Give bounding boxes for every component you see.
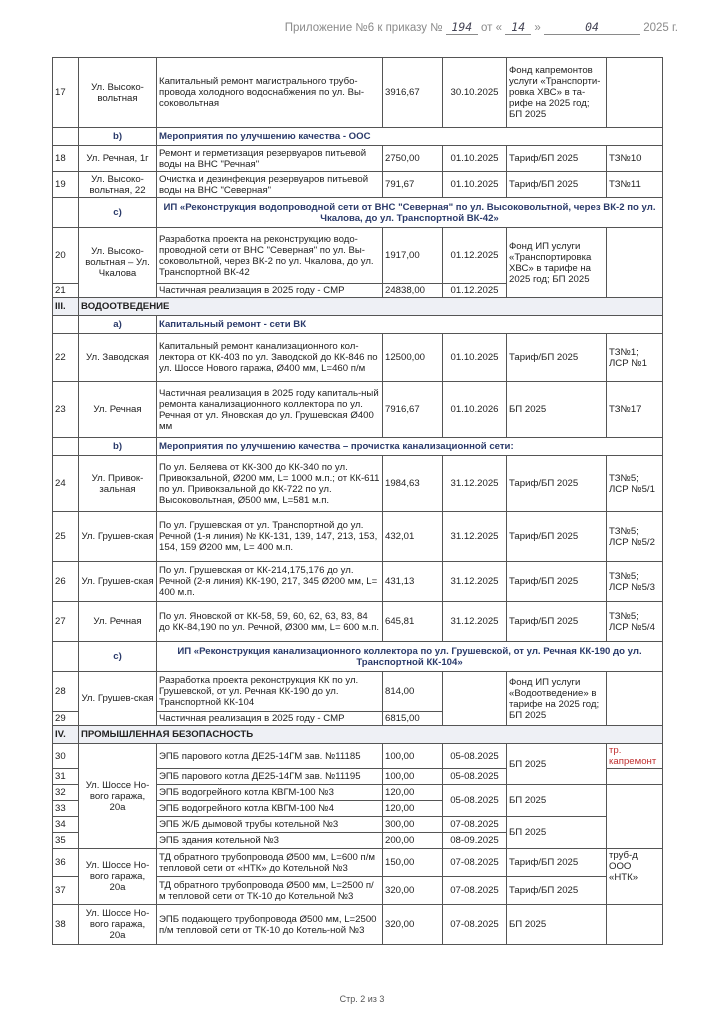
row-number: 33 <box>53 801 79 817</box>
row-number: 18 <box>53 146 79 172</box>
row-date: 05-08.2025 <box>443 785 507 817</box>
section-number: III. <box>53 298 79 316</box>
row-source: Фонд ИП услуги «Транспортировка ХВС» в тарифе на 2025 год; БП 2025 <box>507 228 607 298</box>
row-date: 07-08.2025 <box>443 849 507 877</box>
row-source: Тариф/БП 2025 <box>507 877 607 905</box>
row-date: 07-08.2025 <box>443 877 507 905</box>
row-number: 30 <box>53 744 79 769</box>
row-description: Разработка проекта реконструкция КК по ул. Грушевской, от ул. Речная КК-190 до ул. Транспортной КК-104 <box>157 672 383 712</box>
table-row <box>53 849 663 877</box>
row-sum: 300,00 <box>383 817 443 833</box>
row-address: Ул. Речная <box>79 602 157 642</box>
row-source: БП 2025 <box>507 817 607 849</box>
row-note <box>607 228 663 298</box>
row-date: 31.12.2025 <box>443 602 507 642</box>
order-number: 194 <box>446 20 478 35</box>
row-number: 21 <box>53 284 79 298</box>
row-note: ТЗ№5; ЛСР №5/2 <box>607 512 663 562</box>
row-date: 05-08.2025 <box>443 744 507 769</box>
row-description: ЭПБ здания котельной №3 <box>157 833 383 849</box>
row-description: ЭПБ водогрейного котла КВГМ-100 №3 <box>157 785 383 801</box>
section-row <box>53 726 663 744</box>
row-note <box>607 58 663 128</box>
row-sum: 645,81 <box>383 602 443 642</box>
row-date: 30.10.2025 <box>443 58 507 128</box>
row-sum: 432,01 <box>383 512 443 562</box>
row-date: 01.12.2025 <box>443 228 507 284</box>
row-sum: 120,00 <box>383 801 443 817</box>
row-number: 32 <box>53 785 79 801</box>
row-address: Ул. Высоко-вольтная, 22 <box>79 172 157 198</box>
table-row <box>53 905 663 945</box>
plan-table <box>52 57 663 945</box>
row-number: 35 <box>53 833 79 849</box>
section-row <box>53 298 663 316</box>
table-row <box>53 672 663 712</box>
row-sum: 24838,00 <box>383 284 443 298</box>
row-source: БП 2025 <box>507 785 607 817</box>
subsection-label: c) <box>79 198 157 228</box>
row-source: Тариф/БП 2025 <box>507 849 607 877</box>
row-address: Ул. Заводская <box>79 334 157 382</box>
row-description: ЭПБ парового котла ДЕ25-14ГМ зав. №11185 <box>157 744 383 769</box>
subsection-label: a) <box>79 316 157 334</box>
row-note <box>607 672 663 726</box>
row-source: Тариф/БП 2025 <box>507 172 607 198</box>
document-header <box>285 20 678 35</box>
subsection-label: b) <box>79 438 157 456</box>
row-note: ТЗ№17 <box>607 382 663 438</box>
table-row <box>53 602 663 642</box>
row-description: По ул. Грушевская от КК-214,175,176 до ул. Речной (2-я линия) КК-190, 217, 345 Ø200 мм, L= 400 м.п. <box>157 562 383 602</box>
table-row <box>53 382 663 438</box>
row-description: По ул. Грушевская от ул. Транспортной до ул. Речной (1-я линия) № КК-131, 139, 147, 213, 153, 154, 159 Ø200 мм, L= 400 м.п. <box>157 512 383 562</box>
row-sum: 791,67 <box>383 172 443 198</box>
table-row <box>53 744 663 769</box>
header-year: 2025 г. <box>643 22 678 34</box>
row-number: 22 <box>53 334 79 382</box>
subsection-row <box>53 438 663 456</box>
row-note: ТЗ№1; ЛСР №1 <box>607 334 663 382</box>
row-number: 38 <box>53 905 79 945</box>
row-sum: 2750,00 <box>383 146 443 172</box>
row-source: Фонд ИП услуги «Водоотведение» в тарифе на 2025 год; БП 2025 <box>507 672 607 726</box>
table-row <box>53 456 663 512</box>
row-sum: 100,00 <box>383 744 443 769</box>
table-row <box>53 228 663 284</box>
row-sum: 3916,67 <box>383 58 443 128</box>
row-address: Ул. Речная <box>79 382 157 438</box>
row-date: 07-08.2025 <box>443 817 507 833</box>
row-sum: 431,13 <box>383 562 443 602</box>
page-footer: Стр. 2 из 3 <box>339 994 385 1004</box>
header-prefix: Приложение №6 к приказу № <box>284 22 443 34</box>
table-row <box>53 562 663 602</box>
row-source: Тариф/БП 2025 <box>507 562 607 602</box>
row-description: По ул. Яновской от КК-58, 59, 60, 62, 63, 83, 84 до КК-84,190 по ул. Речной, Ø300 мм, L= 600 м.п. <box>157 602 383 642</box>
order-month: 04 <box>544 20 640 35</box>
subsection-row <box>53 316 663 334</box>
row-address: Ул. Привок-зальная <box>79 456 157 512</box>
row-note: ТЗ№5; ЛСР №5/1 <box>607 456 663 512</box>
order-day: 14 <box>505 20 531 35</box>
row-source: Тариф/БП 2025 <box>507 334 607 382</box>
row-number: 29 <box>53 712 79 726</box>
row-description: ЭПБ водогрейного котла КВГМ-100 №4 <box>157 801 383 817</box>
subsection-row <box>53 128 663 146</box>
row-date: 07-08.2025 <box>443 905 507 945</box>
row-address: Ул. Речная, 1г <box>79 146 157 172</box>
row-sum: 320,00 <box>383 905 443 945</box>
row-sum: 6815,00 <box>383 712 443 726</box>
row-source: БП 2025 <box>507 905 607 945</box>
row-address: Ул. Грушев-ская <box>79 512 157 562</box>
table-row <box>53 512 663 562</box>
header-close-quote: » <box>534 22 541 34</box>
row-address: Ул. Высоко-вольтная <box>79 58 157 128</box>
subsection-row <box>53 198 663 228</box>
subsection-title: ИП «Реконструкция канализационного коллектора по ул. Грушевской, от ул. Речная КК-190 до ул. Транспортной КК-104» <box>157 642 663 672</box>
row-description: По ул. Беляева от КК-300 до КК-340 по ул. Привокзальной, Ø200 мм, L= 1000 м.п.; от КК-611 по ул. Привокзальной до КК-722 по ул. Высоковольтная, Ø500 мм, L=581 м.п. <box>157 456 383 512</box>
row-description: ЭПБ парового котла ДЕ25-14ГМ зав. №11195 <box>157 769 383 785</box>
row-description: ЭПБ Ж/Б дымовой трубы котельной №3 <box>157 817 383 833</box>
section-title: ПРОМЫШЛЕННАЯ БЕЗОПАСНОСТЬ <box>79 726 663 744</box>
row-description: ТД обратного трубопровода Ø500 мм, L=600 п/м тепловой сети от «НТК» до Котельной №3 <box>157 849 383 877</box>
row-description: Капитальный ремонт магистрального трубо-провода холодного водоснабжения по ул. Вы-соковольтная <box>157 58 383 128</box>
section-number: IV. <box>53 726 79 744</box>
row-date: 01.10.2025 <box>443 146 507 172</box>
row-number: 17 <box>53 58 79 128</box>
row-sum: 1984,63 <box>383 456 443 512</box>
row-number: 25 <box>53 512 79 562</box>
row-sum: 150,00 <box>383 849 443 877</box>
row-sum: 12500,00 <box>383 334 443 382</box>
row-sum: 200,00 <box>383 833 443 849</box>
row-note: ТЗ№5; ЛСР №5/3 <box>607 562 663 602</box>
row-number: 34 <box>53 817 79 833</box>
table-row <box>53 172 663 198</box>
table-row <box>53 146 663 172</box>
row-number: 24 <box>53 456 79 512</box>
subsection-title: Капитальный ремонт - сети ВК <box>157 316 663 334</box>
row-date: 31.12.2025 <box>443 512 507 562</box>
row-sum: 100,00 <box>383 769 443 785</box>
row-source: Фонд капремонтов услуги «Транспорти-ровка ХВС» в та-рифе на 2025 год; БП 2025 <box>507 58 607 128</box>
row-date: 01.10.2025 <box>443 172 507 198</box>
row-note: тр. капремонт <box>607 744 663 769</box>
subsection-label: c) <box>79 642 157 672</box>
row-number: 20 <box>53 228 79 284</box>
row-description: Частичная реализация в 2025 году капиталь-ный ремонта канализационного коллектора по ул. Речная от ул. Яновская до ул. Грушевская Ø400 мм <box>157 382 383 438</box>
row-source: Тариф/БП 2025 <box>507 512 607 562</box>
row-number: 23 <box>53 382 79 438</box>
row-date: 31.12.2025 <box>443 562 507 602</box>
row-date: 31.12.2025 <box>443 456 507 512</box>
row-sum: 120,00 <box>383 785 443 801</box>
row-address: Ул. Грушев-ская <box>79 672 157 726</box>
row-date <box>443 672 507 726</box>
row-sum: 1917,00 <box>383 228 443 284</box>
table-row <box>53 334 663 382</box>
row-note: ТЗ№10 <box>607 146 663 172</box>
row-date: 01.10.2026 <box>443 382 507 438</box>
row-sum: 320,00 <box>383 877 443 905</box>
row-description: Разработка проекта на реконструкцию водо-проводной сети от ВНС "Северная" по ул. Вы-соковольтной, через ВК-2 по ул. Чкалова, до ул. Транспортной ВК-42 <box>157 228 383 284</box>
row-date: 01.10.2025 <box>443 334 507 382</box>
row-number: 31 <box>53 769 79 785</box>
row-address: Ул. Шоссе Но-вого гаража, 20а <box>79 744 157 849</box>
row-address: Ул. Шоссе Но-вого гаража, 20а <box>79 905 157 945</box>
row-number: 27 <box>53 602 79 642</box>
row-source: Тариф/БП 2025 <box>507 602 607 642</box>
row-number: 19 <box>53 172 79 198</box>
subsection-title: Мероприятия по улучшению качества - ООС <box>157 128 663 146</box>
row-description: Частичная реализация в 2025 году - СМР <box>157 284 383 298</box>
row-description: Капитальный ремонт канализационного кол-лектора от КК-403 по ул. Заводской до КК-846 по ул. Шоссе Нового гаража, Ø400 мм, L=460 п/м <box>157 334 383 382</box>
row-address: Ул. Шоссе Но-вого гаража, 20а <box>79 849 157 905</box>
header-from: от « <box>481 22 503 34</box>
row-address: Ул. Высоко-вольтная – Ул. Чкалова <box>79 228 157 298</box>
row-source: Тариф/БП 2025 <box>507 456 607 512</box>
row-description: ТД обратного трубопровода Ø500 мм, L=2500 п/м тепловой сети от ТК-10 до Котельной №3 <box>157 877 383 905</box>
row-number: 26 <box>53 562 79 602</box>
row-source: БП 2025 <box>507 744 607 785</box>
row-description: Очистка и дезинфекция резервуаров питьевой воды на ВНС "Северная" <box>157 172 383 198</box>
row-source: БП 2025 <box>507 382 607 438</box>
section-title: ВОДООТВЕДЕНИЕ <box>79 298 663 316</box>
row-description: Ремонт и герметизация резервуаров питьевой воды на ВНС "Речная" <box>157 146 383 172</box>
row-sum: 7916,67 <box>383 382 443 438</box>
row-date: 08-09.2025 <box>443 833 507 849</box>
row-sum: 814,00 <box>383 672 443 712</box>
row-note: ТЗ№5; ЛСР №5/4 <box>607 602 663 642</box>
row-number: 36 <box>53 849 79 877</box>
subsection-label: b) <box>79 128 157 146</box>
row-note: труб-д ООО «НТК» <box>607 849 663 905</box>
row-description: ЭПБ подающего трубопровода Ø500 мм, L=2500 п/м тепловой сети от ТК-10 до Котель-ной №3 <box>157 905 383 945</box>
row-number: 28 <box>53 672 79 712</box>
row-description: Частичная реализация в 2025 году - СМР <box>157 712 383 726</box>
row-date: 05-08.2025 <box>443 769 507 785</box>
row-date: 01.12.2025 <box>443 284 507 298</box>
table-row <box>53 58 663 128</box>
subsection-title: Мероприятия по улучшению качества – прочистка канализационной сети: <box>157 438 663 456</box>
row-number: 37 <box>53 877 79 905</box>
subsection-title: ИП «Реконструкция водопроводной сети от ВНС "Северная" по ул. Высоковольтной, через ВК-2 по ул. Чкалова, до ул. Транспортной ВК-42» <box>157 198 663 228</box>
row-note: ТЗ№11 <box>607 172 663 198</box>
subsection-row <box>53 642 663 672</box>
row-source: Тариф/БП 2025 <box>507 146 607 172</box>
row-address: Ул. Грушев-ская <box>79 562 157 602</box>
